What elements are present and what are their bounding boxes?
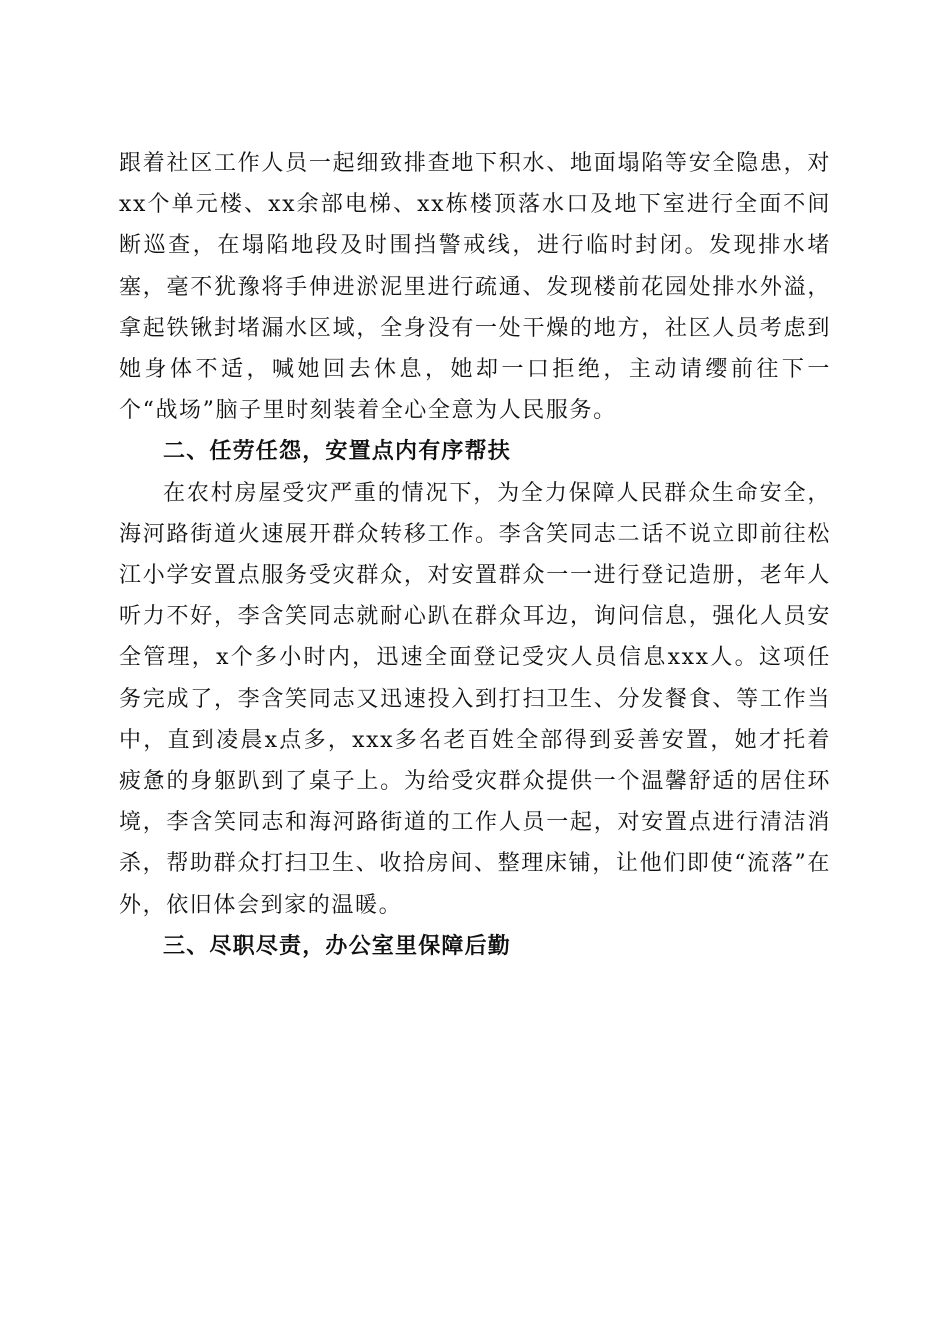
document-body xyxy=(119,143,831,967)
paragraph-continuation: 跟着社区工作人员一起细致排查地下积水、地面塌陷等安全隐患，对xx个单元楼、xx余部电梯、xx栋楼顶落水口及地下室进行全面不间断巡查，在塌陷地段及时围挡警戒线，进行临时封闭。发现排水堵塞，毫不犹豫将手伸进淤泥里进行疏通、发现楼前花园处排水外溢，拿起铁锹封堵漏水区域，全身没有一处干燥的地方，社区人员考虑到她身体不适，喊她回去休息，她却一口拒绝，主动请缨前往下一个“战场”脑子里时刻装着全心全意为人民服务。 xyxy=(119,151,831,424)
paragraph-section-2: 在农村房屋受灾严重的情况下，为全力保障人民群众生命安全，海河路街道火速展开群众转移工作。李含笑同志二话不说立即前往松江小学安置点服务受灾群众，对安置群众一一进行登记造册，老年人听力不好，李含笑同志就耐心趴在群众耳边，询问信息，强化人员安全管理，x个多小时内，迅速全面登记受灾人员信息xxx人。这项任务完成了，李含笑同志又迅速投入到打扫卫生、分发餐食、等工作当中，直到凌晨x点多，xxx多名老百姓全部得到妥善安置，她才托着疲惫的身躯趴到了桌子上。为给受灾群众提供一个温馨舒适的居住环境，李含笑同志和海河路街道的工作人员一起，对安置点进行清洁消杀，帮助群众打扫卫生、收拾房间、整理床铺，让他们即使“流落”在外，依旧体会到家的温暖。 xyxy=(119,480,831,918)
section-heading-2: 二、任劳任怨，安置点内有序帮扶 xyxy=(163,439,512,465)
section-heading-3: 三、尽职尽责，办公室里保障后勤 xyxy=(163,933,512,959)
